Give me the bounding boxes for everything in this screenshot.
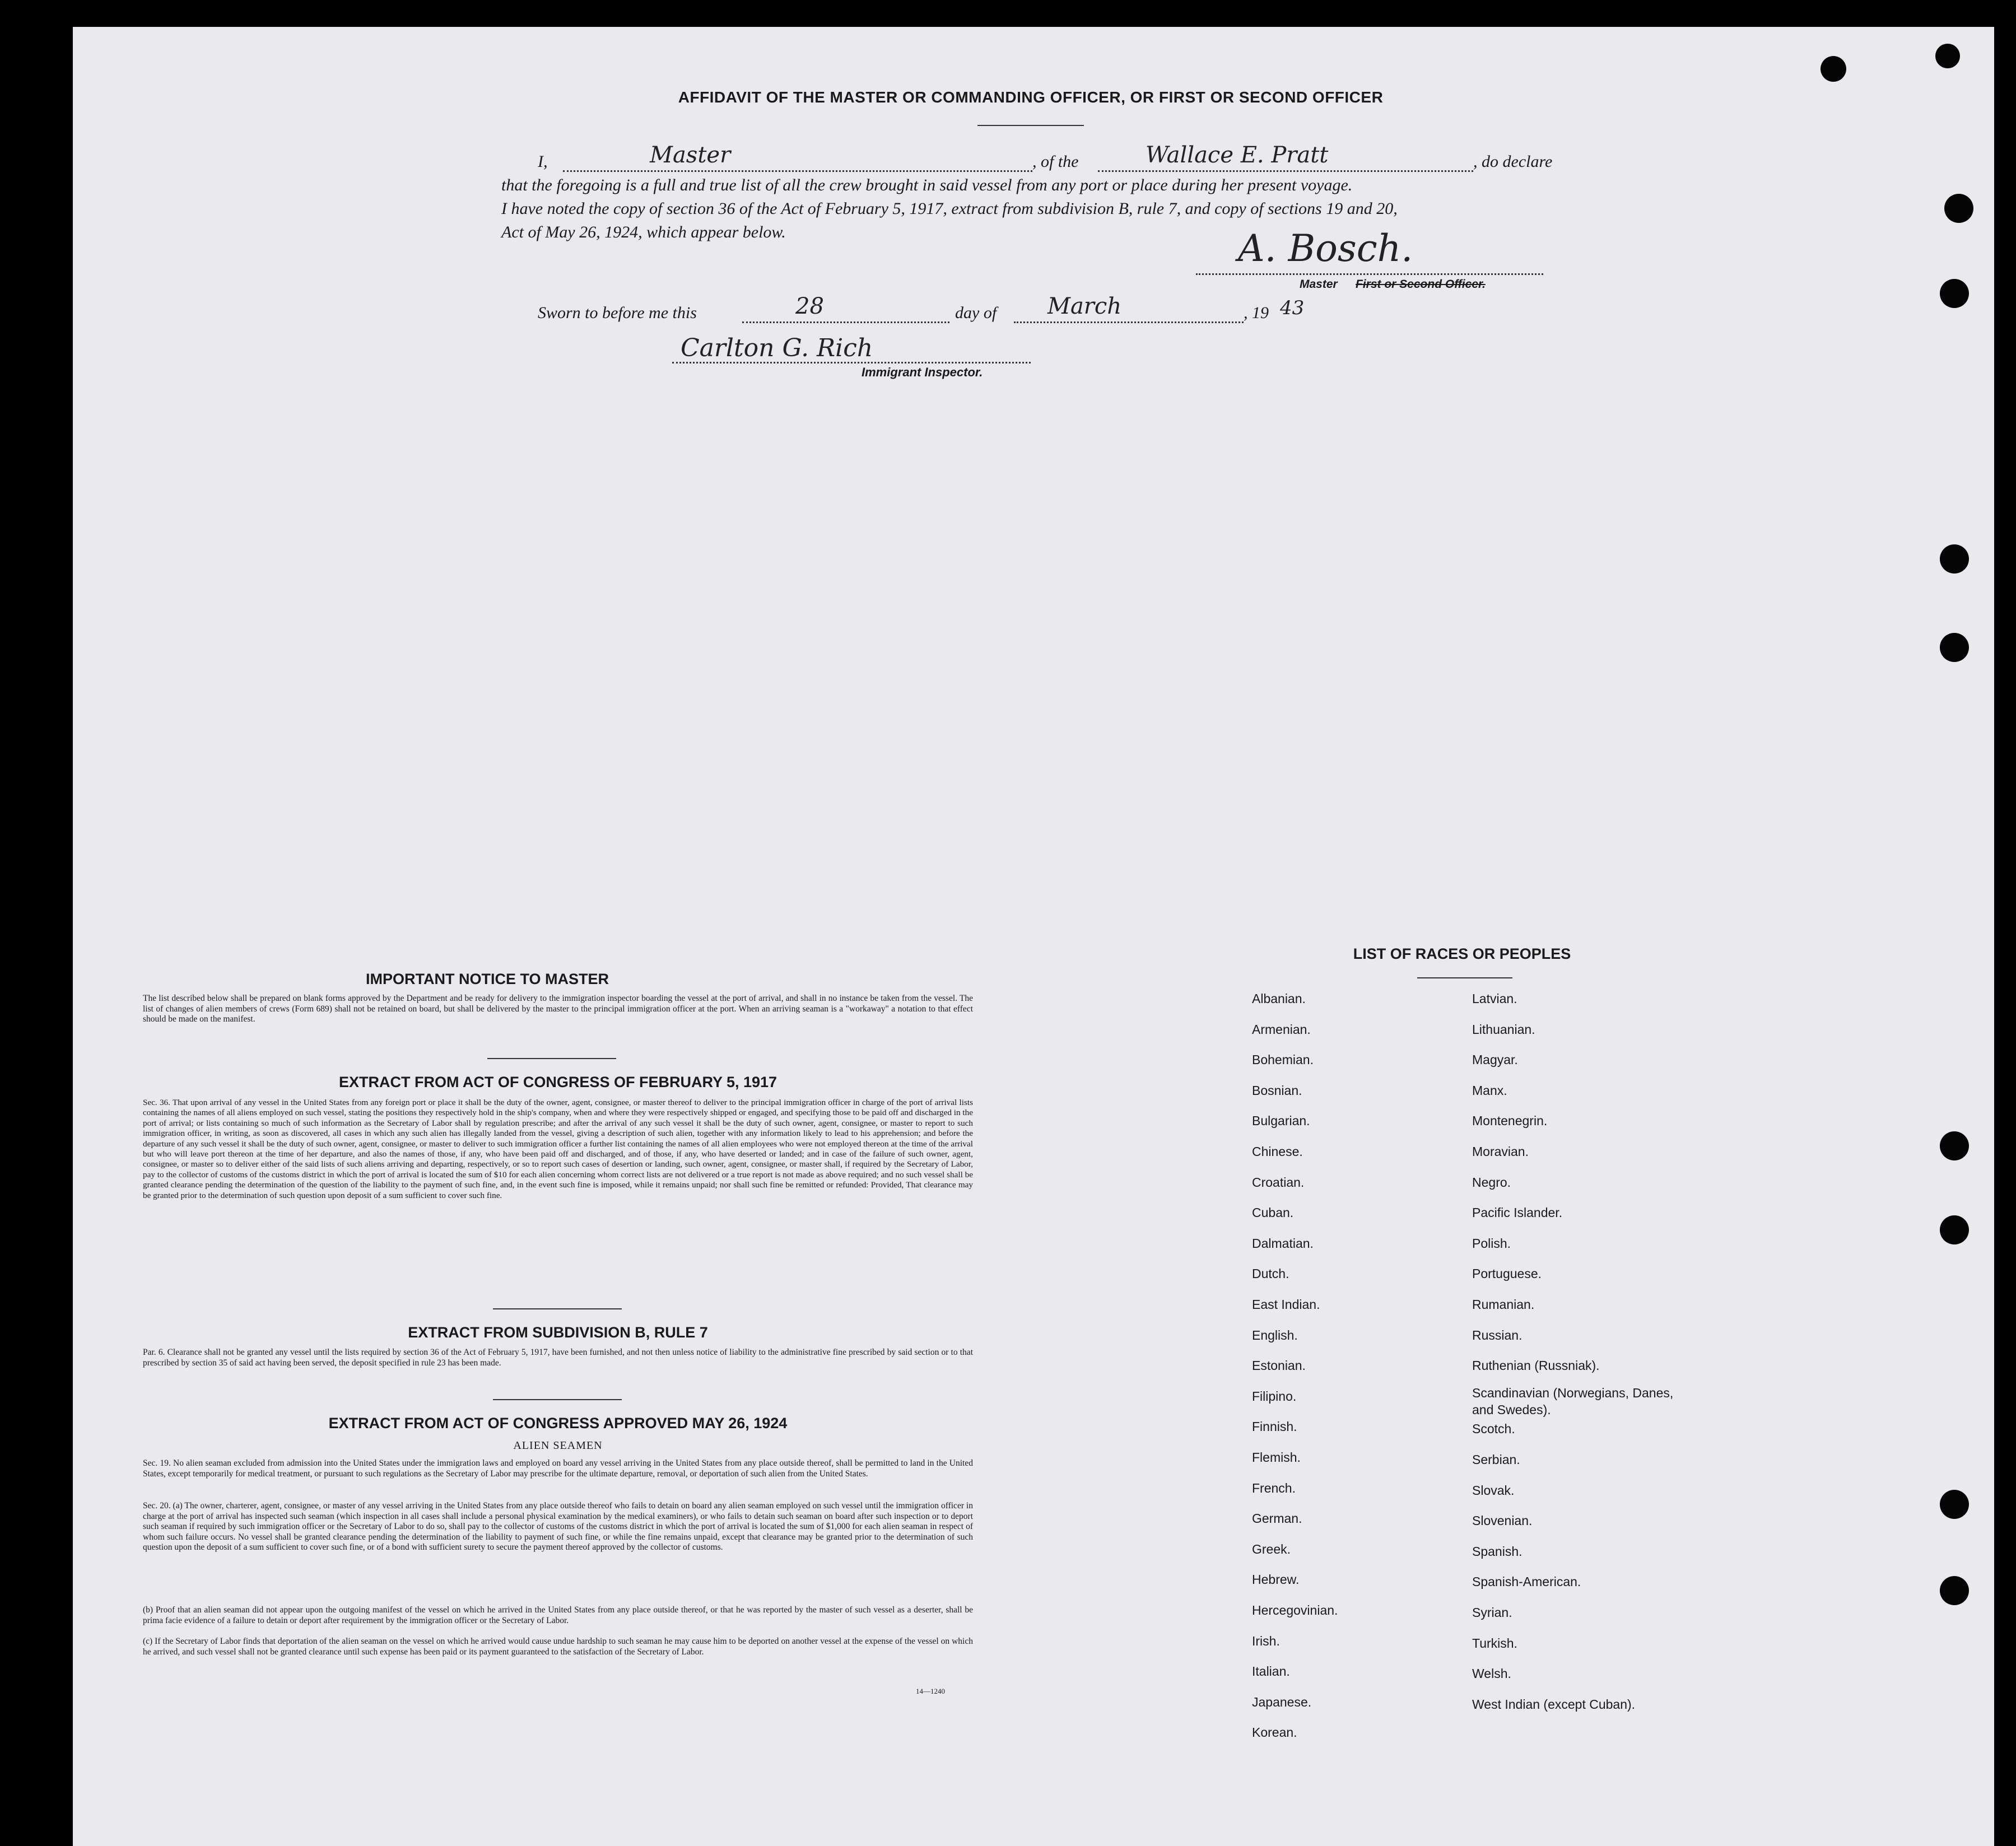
race-item: French. (1252, 1480, 1296, 1495)
race-item: Spanish. (1472, 1544, 1523, 1559)
i-label: I, (538, 152, 548, 171)
notice-title: IMPORTANT NOTICE TO MASTER (366, 971, 609, 987)
sworn-month-line (1014, 321, 1244, 323)
race-item: Russian. (1472, 1327, 1523, 1342)
officer-title-line (563, 170, 1032, 172)
section-divider (493, 1308, 622, 1309)
vessel-name-line (1098, 170, 1473, 172)
notice-body: The list described below shall be prepared on blank forms approved by the Department and be ready for delivery to the immigration inspector boarding the vessel at the port of arrival, and shall in no instance be taken from the vessel. The list of changes of alien members of crews (Form 689) shall not be retained on board, but shall be delivered by the master to the principal immigration officer at the port. When an arriving seaman is a "workaway" a notation to that effect should be made on the manifest. (143, 994, 973, 1024)
race-item: Albanian. (1252, 991, 1306, 1006)
binder-hole (1935, 44, 1960, 68)
do-declare-label: , do declare (1473, 152, 1553, 171)
race-item: Hebrew. (1252, 1572, 1300, 1587)
race-item: Ruthenian (Russniak). (1472, 1358, 1600, 1373)
binder-hole (1940, 1131, 1969, 1160)
race-item: Negro. (1472, 1174, 1511, 1190)
race-item: Dutch. (1252, 1266, 1289, 1281)
race-item: Manx. (1472, 1083, 1507, 1098)
race-item: Slovenian. (1472, 1513, 1533, 1528)
title-divider (977, 125, 1084, 126)
extract-rule7-title: EXTRACT FROM SUBDIVISION B, RULE 7 (408, 1324, 708, 1341)
race-item: Magyar. (1472, 1052, 1518, 1067)
affidavit-title: AFFIDAVIT OF THE MASTER OR COMMANDING OFFICER, OR FIRST OR SECOND OFFICER (678, 88, 1384, 106)
of-the-label: , of the (1032, 152, 1079, 171)
officer-title-value: Master (650, 142, 731, 168)
signature-line (1196, 273, 1543, 275)
sworn-day-line (742, 321, 949, 323)
section-divider (493, 1399, 622, 1400)
master-caption: Master (1300, 278, 1338, 291)
race-item: Moravian. (1472, 1144, 1529, 1159)
extract-1924-title: EXTRACT FROM ACT OF CONGRESS APPROVED MAY 26, 1924 (328, 1415, 788, 1432)
race-item: Welsh. (1472, 1666, 1511, 1681)
day-of-label: day of (955, 304, 997, 322)
race-item: Irish. (1252, 1633, 1280, 1648)
race-item: West Indian (except Cuban). (1472, 1696, 1636, 1712)
extract-1924-subtitle: ALIEN SEAMEN (513, 1439, 603, 1452)
race-item: Croatian. (1252, 1174, 1305, 1190)
race-item: English. (1252, 1327, 1298, 1342)
race-item: East Indian. (1252, 1297, 1320, 1312)
extract-1924-sec20b: (b) Proof that an alien seaman did not appear upon the outgoing manifest of the vessel on which he arrived in the United States from any place outside thereof, or that he was reported by the master of such vessel as a deserter, shall be prima facie evidence of a failure to detain or deport after requirement by the immigration officer or the Secretary of Labor. (143, 1605, 973, 1625)
race-item: Pacific Islander. (1472, 1205, 1563, 1220)
extract-1924-sec20c: (c) If the Secretary of Labor finds that deportation of the alien seaman on the vessel on which he arrived would cause undue hardship to such seaman he may cause him to be deported on another vessel at the expense of the vessel on which he arrived, and such vessel shall not be granted clearance until such expense has been paid or its payment guaranteed to the satisfaction of the Secretary of Labor. (143, 1637, 973, 1657)
race-item: Bulgarian. (1252, 1113, 1310, 1129)
race-item: Montenegrin. (1472, 1113, 1548, 1129)
race-item: Greek. (1252, 1541, 1291, 1556)
binder-hole (1940, 1576, 1969, 1605)
race-item: Bohemian. (1252, 1052, 1314, 1067)
races-divider (1417, 977, 1512, 978)
race-item: Rumanian. (1472, 1297, 1535, 1312)
race-item: Chinese. (1252, 1144, 1303, 1159)
sworn-day-value: 28 (795, 293, 824, 319)
extract-1917-body: Sec. 36. That upon arrival of any vessel in the United States from any foreign port or place it shall be the duty of the owner, agent, consignee, or master thereof to deliver to the principal immigration officer in charge of the port of arrival lists containing the names of all aliens employed on such vessel, stating the positions they respectively hold in the ship's company, when and where they were respectively shipped or engaged, and specifying those to be paid off and discharged in the port of arrival; or lists containing so much of such information as the Secretary of Labor shall by regulation prescribe; and after the arrival of any such vessel it shall be the duty of such owner, agent, consignee, or master to report to such immigration officer, in writing, as soon as discovered, all cases in which any such alien has illegally landed from the vessel, giving a description of such alien, together with any information likely to lead to his apprehension; and before the departure of any such vessel it shall be the duty of such owner, agent, consignee, or master to deliver to such immigration officer a further list containing the names of all alien employees who were not employed thereon at the time of the arrival but who will leave port thereon at the time of her departure, and also the names of those, if any, who have been paid off and discharged, and of those, if any, who have deserted or landed; and in case of the failure of such owner, agent, consignee, or master so to deliver either of the said lists of such aliens arriving and departing, respectively, or so to report such cases of desertion or landing, such owner, agent, consignee, or master shall, if required by the Secretary of Labor, pay to the collector of customs of the customs district in which the port of arrival is located the sum of $10 for each alien concerning whom correct lists are not delivered or a true report is not made as above required; and no such vessel shall be granted clearance pending the determination of the question of the liability to the payment of such fine, and, in the event such fine is imposed, while it remains unpaid; nor shall such fine be remitted or refunded: Provided, That clearance may be granted prior to the determination of such question upon deposit of a sum sufficient to cover such fine. (143, 1098, 973, 1200)
race-item: Syrian. (1472, 1605, 1512, 1620)
race-item: German. (1252, 1511, 1302, 1526)
binder-hole (1940, 544, 1969, 574)
extract-rule7-body: Par. 6. Clearance shall not be granted any vessel until the lists required by section 36 of the Act of February 5, 1917, have been furnished, and not then unless notice of liability to the administrative fine prescribed by said section or to that prescribed by section 35 of said act having been served, the deposit specified in rule 23 has been made. (143, 1348, 973, 1368)
race-item: Filipino. (1252, 1388, 1297, 1404)
master-signature: A. Bosch. (1238, 227, 1413, 270)
year-prefix: , 19 (1244, 304, 1269, 322)
race-item: Spanish-American. (1472, 1574, 1581, 1589)
race-item: Cuban. (1252, 1205, 1294, 1220)
race-item: Turkish. (1472, 1635, 1517, 1651)
binder-hole (1944, 194, 1973, 223)
sworn-month-value: March (1047, 293, 1122, 319)
binder-hole (1940, 279, 1969, 308)
affidavit-line-4: Act of May 26, 1924, which appear below. (501, 223, 786, 241)
binder-hole (1821, 56, 1846, 82)
extract-1924-sec19: Sec. 19. No alien seaman excluded from admission into the United States under the immigration laws and employed on board any vessel arriving in the United States from any place outside thereof, shall be permitted to land in the United States, except temporarily for medical treatment, or pursuant to such regulations as the Secretary of Labor may prescribe for the ultimate departure, removal, or deportation of such alien from the United States. (143, 1458, 973, 1479)
extract-1917-title: EXTRACT FROM ACT OF CONGRESS OF FEBRUARY 5, 1917 (338, 1074, 777, 1090)
race-item: Armenian. (1252, 1022, 1311, 1037)
race-item: Hercegovinian. (1252, 1603, 1338, 1617)
affidavit-line-2: that the foregoing is a full and true list of all the crew brought in said vessel from any port or place during her present voyage. (501, 176, 1353, 194)
sworn-label: Sworn to before me this (538, 304, 697, 322)
race-item: Scotch. (1472, 1421, 1515, 1437)
binder-hole (1940, 1215, 1969, 1244)
race-item: Bosnian. (1252, 1083, 1302, 1098)
race-item: Serbian. (1472, 1452, 1520, 1467)
extract-1924-sec20a: Sec. 20. (a) The owner, charterer, agent, consignee, or master of any vessel arriving in the United States from any place outside thereof who fails to detain on board any alien seaman employed on such vessel until the immigration officer in charge at the port of arrival has inspected such seaman (which inspection in all cases shall include a personal physical examination by the medical examiners), or who fails to detain such seaman on board after such inspection or to deport such seaman if required by such immigration officer or the Secretary of Labor to do so, shall pay to the collector of customs of the customs district in which the port of arrival is located the sum of $1,000 for each alien seaman in respect of whom such failure occurs. No vessel shall be granted clearance pending the determination of the liability to payment of such fine, or while the fine remains unpaid, except that clearance may be granted prior to the determination of such question upon the deposit of a sum sufficient to cover such fine, or of a bond with sufficient surety to secure the payment thereof approved by the collector of customs. (143, 1501, 973, 1552)
race-item: Polish. (1472, 1236, 1511, 1251)
binder-hole (1940, 1490, 1969, 1519)
race-item: Italian. (1252, 1664, 1290, 1679)
inspector-caption: Immigrant Inspector. (862, 365, 983, 379)
race-item: Japanese. (1252, 1694, 1312, 1709)
inspector-signature: Carlton G. Rich (681, 334, 873, 362)
inspector-signature-line (672, 362, 1031, 363)
section-divider (487, 1058, 616, 1059)
vessel-name-value: Wallace E. Pratt (1146, 142, 1329, 168)
race-item: Korean. (1252, 1725, 1297, 1740)
race-item: Portuguese. (1472, 1266, 1542, 1281)
race-item: Scandinavian (Norwegians, Danes, and Swedes). (1472, 1385, 1674, 1417)
struck-officer-caption: First or Second Officer. (1356, 278, 1486, 291)
document-sheet (73, 27, 1994, 1846)
race-item: Slovak. (1472, 1483, 1515, 1498)
race-item: Dalmatian. (1252, 1236, 1314, 1251)
race-item: Latvian. (1472, 991, 1517, 1006)
binder-hole (1940, 633, 1969, 662)
affidavit-line-3: I have noted the copy of section 36 of the Act of February 5, 1917, extract from subdivision B, rule 7, and copy of sections 19 and 20, (501, 199, 1398, 218)
races-title: LIST OF RACES OR PEOPLES (1353, 945, 1571, 962)
race-item: Finnish. (1252, 1419, 1297, 1434)
race-item: Flemish. (1252, 1450, 1301, 1465)
year-suffix: 43 (1280, 297, 1305, 319)
form-number: 14—1240 (916, 1687, 945, 1695)
race-item: Estonian. (1252, 1358, 1306, 1373)
race-item: Lithuanian. (1472, 1022, 1535, 1037)
